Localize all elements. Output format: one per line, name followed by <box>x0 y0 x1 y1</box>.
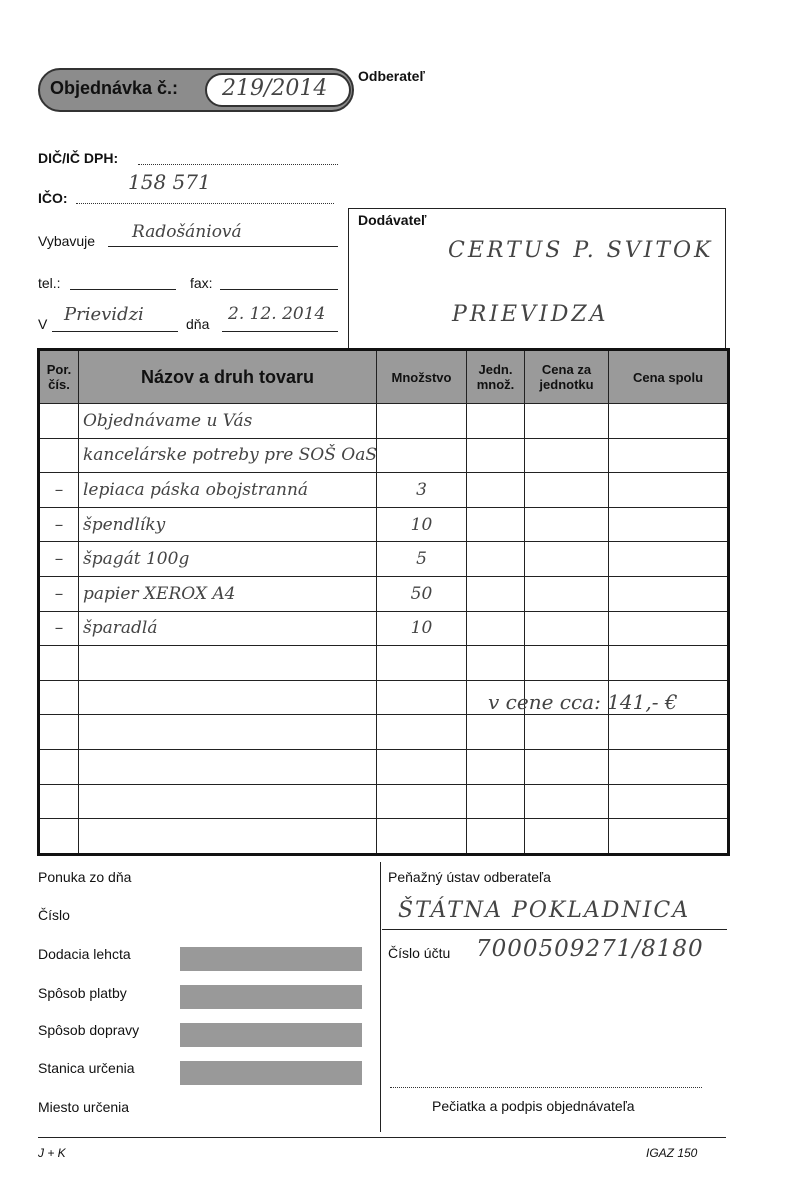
table-cell-unit[interactable] <box>467 404 525 439</box>
supplier-city: PRIEVIDZA <box>452 302 609 327</box>
table-cell-unit[interactable] <box>467 542 525 577</box>
table-cell-qty[interactable] <box>377 646 467 681</box>
date-field[interactable] <box>222 330 338 332</box>
table-cell-no[interactable] <box>39 680 79 715</box>
table-header-row <box>39 350 729 404</box>
table-cell-qty[interactable] <box>377 819 467 855</box>
table-row <box>39 819 729 855</box>
table-cell-qty[interactable] <box>377 784 467 819</box>
table-cell-unit-price[interactable] <box>525 750 609 785</box>
table-cell-total[interactable] <box>609 473 729 508</box>
table-cell-no[interactable] <box>39 715 79 750</box>
table-cell-no[interactable] <box>39 404 79 439</box>
table-cell-unit-price[interactable] <box>525 507 609 542</box>
bank-line <box>382 928 727 930</box>
account-value: 7000509271/8180 <box>476 936 704 962</box>
table-cell-name[interactable]: šparadlá <box>79 611 377 646</box>
col-header-total: Cena spolu <box>609 350 729 404</box>
table-cell-no[interactable] <box>39 750 79 785</box>
table-row <box>39 542 729 577</box>
tel-field[interactable] <box>70 288 176 290</box>
table-cell-qty[interactable]: 50 <box>377 577 467 612</box>
table-cell-total[interactable] <box>609 577 729 612</box>
bank-label: Peňažný ústav odberateľa <box>388 869 551 885</box>
table-cell-unit[interactable] <box>467 507 525 542</box>
table-cell-unit-price[interactable] <box>525 611 609 646</box>
tel-label: tel.: <box>38 275 61 291</box>
place-field[interactable] <box>52 330 178 332</box>
ico-value: 158 571 <box>128 170 211 194</box>
offer-label: Ponuka zo dňa <box>38 869 132 885</box>
table-cell-unit-price[interactable] <box>525 819 609 855</box>
table-cell-total[interactable] <box>609 715 729 750</box>
table-cell-unit-price[interactable] <box>525 542 609 577</box>
table-cell-name[interactable]: špagát 100g <box>79 542 377 577</box>
table-cell-total[interactable] <box>609 784 729 819</box>
station-field[interactable] <box>180 1061 362 1085</box>
number-label: Číslo <box>38 907 70 923</box>
table-cell-unit[interactable] <box>467 577 525 612</box>
table-cell-no[interactable]: – <box>39 611 79 646</box>
table-cell-name[interactable] <box>79 715 377 750</box>
ico-field[interactable] <box>76 197 334 204</box>
payment-field[interactable] <box>180 985 362 1009</box>
table-cell-unit-price[interactable] <box>525 577 609 612</box>
customer-label: Odberateľ <box>358 68 425 84</box>
table-cell-total[interactable] <box>609 404 729 439</box>
fax-field[interactable] <box>220 288 338 290</box>
order-label: Objednávka č.: <box>50 78 179 98</box>
table-cell-no[interactable] <box>39 646 79 681</box>
table-cell-unit[interactable] <box>467 646 525 681</box>
table-cell-unit[interactable] <box>467 611 525 646</box>
table-cell-total[interactable] <box>609 750 729 785</box>
supplier-name: CERTUS P. SVITOK <box>448 238 714 263</box>
footer-right: IGAZ 150 <box>646 1146 698 1160</box>
table-cell-unit[interactable] <box>467 473 525 508</box>
signature-line[interactable] <box>390 1086 702 1088</box>
table-cell-name[interactable] <box>79 646 377 681</box>
table-cell-no[interactable] <box>39 784 79 819</box>
supplier-box <box>348 208 726 350</box>
table-row <box>39 473 729 508</box>
table-cell-no[interactable]: – <box>39 507 79 542</box>
table-row <box>39 577 729 612</box>
table-cell-name[interactable]: kancelárske potreby pre SOŠ OaS <box>79 438 377 473</box>
transport-label: Spôsob dopravy <box>38 1022 140 1038</box>
dic-field[interactable] <box>138 158 338 165</box>
ico-label: IČO: <box>38 190 68 206</box>
table-cell-name[interactable]: papier XEROX A4 <box>79 577 377 612</box>
table-cell-unit[interactable] <box>467 784 525 819</box>
table-cell-no[interactable]: – <box>39 473 79 508</box>
table-row <box>39 404 729 439</box>
table-cell-name[interactable]: lepiaca páska obojstranná <box>79 473 377 508</box>
table-cell-unit-price[interactable] <box>525 404 609 439</box>
fax-label: fax: <box>190 275 213 291</box>
table-cell-total[interactable] <box>609 507 729 542</box>
place-label: V <box>38 316 48 332</box>
table-cell-qty[interactable] <box>377 680 467 715</box>
table-cell-name[interactable] <box>79 750 377 785</box>
table-cell-total[interactable] <box>609 542 729 577</box>
table-row <box>39 646 729 681</box>
table-cell-qty[interactable] <box>377 438 467 473</box>
table-row <box>39 715 729 750</box>
date-label: dňa <box>186 316 210 332</box>
col-header-qty: Množstvo <box>377 350 467 404</box>
col-header-no: Por. čís. <box>39 350 79 404</box>
col-header-name: Názov a druh tovaru <box>79 350 377 404</box>
processed-by-field[interactable] <box>108 245 338 247</box>
table-cell-total[interactable] <box>609 819 729 855</box>
table-cell-unit[interactable] <box>467 715 525 750</box>
destination-label: Miesto určenia <box>38 1099 130 1115</box>
table-cell-total[interactable] <box>609 611 729 646</box>
date-value: 2. 12. 2014 <box>228 304 326 324</box>
stamp-label: Pečiatka a podpis objednávateľa <box>432 1098 635 1114</box>
table-cell-no[interactable]: – <box>39 577 79 612</box>
table-cell-unit-price[interactable] <box>525 784 609 819</box>
table-cell-unit[interactable] <box>467 750 525 785</box>
table-row <box>39 750 729 785</box>
table-cell-no[interactable] <box>39 438 79 473</box>
order-number-value: 219/2014 <box>222 76 328 101</box>
table-cell-name[interactable] <box>79 680 377 715</box>
table-cell-name[interactable]: Objednávame u Vás <box>79 404 377 439</box>
col-header-unit-price: Cena za jednotku <box>525 350 609 404</box>
table-row <box>39 438 729 473</box>
table-cell-unit[interactable] <box>467 438 525 473</box>
table-cell-qty[interactable]: 10 <box>377 611 467 646</box>
processed-by-value: Radošániová <box>132 222 242 242</box>
table-cell-unit-price[interactable] <box>525 646 609 681</box>
bottom-divider <box>380 862 382 1132</box>
processed-by-label: Vybavuje <box>38 233 96 249</box>
items-table <box>37 348 730 856</box>
place-value: Prievidzi <box>64 304 144 325</box>
delivery-label: Dodacia lehcta <box>38 946 131 962</box>
col-header-unit: Jedn. množ. <box>467 350 525 404</box>
table-cell-total[interactable] <box>609 438 729 473</box>
payment-label: Spôsob platby <box>38 985 127 1001</box>
table-cell-qty[interactable] <box>377 715 467 750</box>
table-cell-name[interactable] <box>79 819 377 855</box>
table-cell-unit-price[interactable] <box>525 715 609 750</box>
transport-field[interactable] <box>180 1023 362 1047</box>
table-cell-total[interactable] <box>609 646 729 681</box>
table-cell-unit-price[interactable] <box>525 438 609 473</box>
table-row <box>39 611 729 646</box>
footer-left: J + K <box>38 1146 66 1160</box>
delivery-field[interactable] <box>180 947 362 971</box>
account-label: Číslo účtu <box>388 945 451 961</box>
table-cell-unit-price[interactable] <box>525 473 609 508</box>
table-cell-qty[interactable]: 3 <box>377 473 467 508</box>
table-cell-qty[interactable] <box>377 750 467 785</box>
table-cell-name[interactable]: špendlíky <box>79 507 377 542</box>
table-cell-qty[interactable]: 5 <box>377 542 467 577</box>
table-cell-no[interactable]: – <box>39 542 79 577</box>
total-note: v cene cca: 141,- € <box>488 690 678 714</box>
dic-label: DIČ/IČ DPH: <box>38 150 119 166</box>
table-row <box>39 507 729 542</box>
table-cell-name[interactable] <box>79 784 377 819</box>
table-cell-unit[interactable] <box>467 819 525 855</box>
footer-line <box>38 1136 726 1138</box>
table-row <box>39 784 729 819</box>
station-label: Stanica určenia <box>38 1060 135 1076</box>
table-cell-qty[interactable]: 10 <box>377 507 467 542</box>
supplier-label: Dodávateľ <box>358 212 427 228</box>
table-cell-qty[interactable] <box>377 404 467 439</box>
table-cell-no[interactable] <box>39 819 79 855</box>
bank-value: ŠTÁTNA POKLADNICA <box>398 898 691 923</box>
